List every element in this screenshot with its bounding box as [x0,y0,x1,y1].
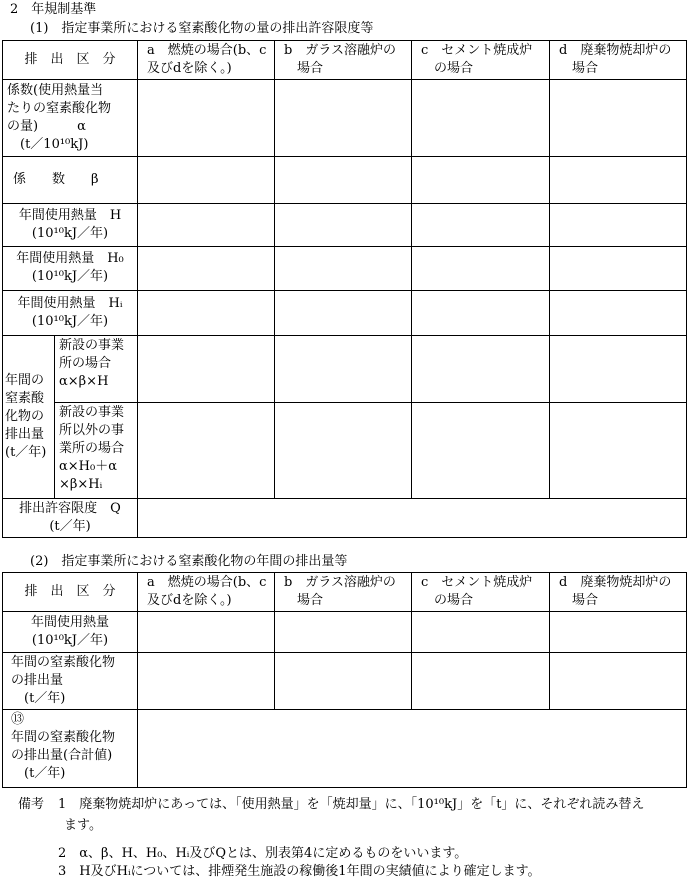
section1-title: (1) 指定事業所における窒素酸化物の量の排出許容限度等 [30,21,374,36]
row-label-other: 新設の事業 所以外の事 業所の場合 α×H₀＋α ×β×Hᵢ [55,402,138,498]
cell-Hi-b[interactable] [275,290,412,335]
col-header-b-2: b ガラス溶融炉の 場合 [275,573,412,612]
page-heading: 2 年規制基準 [10,2,97,17]
cell-alpha-d[interactable] [550,79,687,156]
row-label-H0: 年間使用熱量 H₀ (10¹⁰kJ／年) [3,246,138,290]
cell-H-c[interactable] [412,203,550,246]
cell-heat-d[interactable] [550,611,687,652]
cell-H-d[interactable] [550,203,687,246]
row-label-total: ⑬ 年間の窒素酸化物 の排出量(合計値) (t／年) [3,709,138,787]
note-1a: 1 廃棄物焼却炉にあっては、「使用熱量」を「焼却量」に、「10¹⁰kJ」を「t」に、それぞれ読み替え [58,797,645,812]
cell-emission-b[interactable] [275,652,412,709]
col-header-d: d 廃棄物焼却炉の 場合 [550,41,687,80]
cell-Hi-c[interactable] [412,290,550,335]
col-header-category-2: 排 出 区 分 [3,573,138,612]
cell-H0-a[interactable] [138,246,275,290]
cell-other-d[interactable] [550,402,687,498]
cell-Q[interactable] [138,498,687,537]
row-label-alpha: 係数(使用熱量当 たりの窒素酸化物 の量) α (t／10¹⁰kJ) [3,79,138,156]
cell-emission-c[interactable] [412,652,550,709]
col-header-c-2: c セメント焼成炉 の場合 [412,573,550,612]
col-header-a-2: a 燃焼の場合(b、c 及びdを除く。) [138,573,275,612]
col-header-category: 排 出 区 分 [3,41,138,80]
cell-Hi-d[interactable] [550,290,687,335]
cell-other-c[interactable] [412,402,550,498]
col-header-a: a 燃焼の場合(b、c 及びdを除く。) [138,41,275,80]
cell-H0-c[interactable] [412,246,550,290]
cell-alpha-c[interactable] [412,79,550,156]
section2-table [2,572,687,788]
cell-alpha-b[interactable] [275,79,412,156]
cell-heat-a[interactable] [138,611,275,652]
cell-new-b[interactable] [275,335,412,402]
row-label-annual-group: 年間の 窒素酸 化物の 排出量 (t／年) [3,335,55,498]
cell-beta-a[interactable] [138,156,275,203]
cell-total[interactable] [138,709,687,787]
cell-other-b[interactable] [275,402,412,498]
note-1b: ます。 [64,818,102,833]
section1-table [2,40,687,538]
row-label-Hi: 年間使用熱量 Hᵢ (10¹⁰kJ／年) [3,290,138,335]
cell-Hi-a[interactable] [138,290,275,335]
cell-beta-b[interactable] [275,156,412,203]
row-label-new: 新設の事業 所の場合 α×β×H [55,335,138,402]
cell-H-b[interactable] [275,203,412,246]
cell-alpha-a[interactable] [138,79,275,156]
col-header-b: b ガラス溶融炉の 場合 [275,41,412,80]
cell-new-d[interactable] [550,335,687,402]
cell-other-a[interactable] [138,402,275,498]
col-header-d-2: d 廃棄物焼却炉の 場合 [550,573,687,612]
note-2: 2 α、β、H、H₀、Hᵢ及びQとは、別表第4に定めるものをいいます。 [58,846,468,861]
cell-H-a[interactable] [138,203,275,246]
cell-new-c[interactable] [412,335,550,402]
cell-heat-c[interactable] [412,611,550,652]
section2-title: (2) 指定事業所における窒素酸化物の年間の排出量等 [30,554,348,569]
row-label-heat: 年間使用熱量 (10¹⁰kJ／年) [3,611,138,652]
cell-beta-d[interactable] [550,156,687,203]
col-header-c: c セメント焼成炉 の場合 [412,41,550,80]
cell-H0-d[interactable] [550,246,687,290]
row-label-H: 年間使用熱量 H (10¹⁰kJ／年) [3,203,138,246]
cell-heat-b[interactable] [275,611,412,652]
row-label-beta: 係 数 β [3,156,138,203]
cell-new-a[interactable] [138,335,275,402]
cell-H0-b[interactable] [275,246,412,290]
cell-beta-c[interactable] [412,156,550,203]
note-3: 3 H及びHᵢについては、排煙発生施設の稼働後1年間の実績値により確定します。 [58,864,541,879]
row-label-emission: 年間の窒素酸化物 の排出量 (t／年) [3,652,138,709]
notes-label: 備考 [18,797,45,812]
row-label-Q: 排出許容限度 Q (t／年) [3,498,138,537]
cell-emission-a[interactable] [138,652,275,709]
cell-emission-d[interactable] [550,652,687,709]
